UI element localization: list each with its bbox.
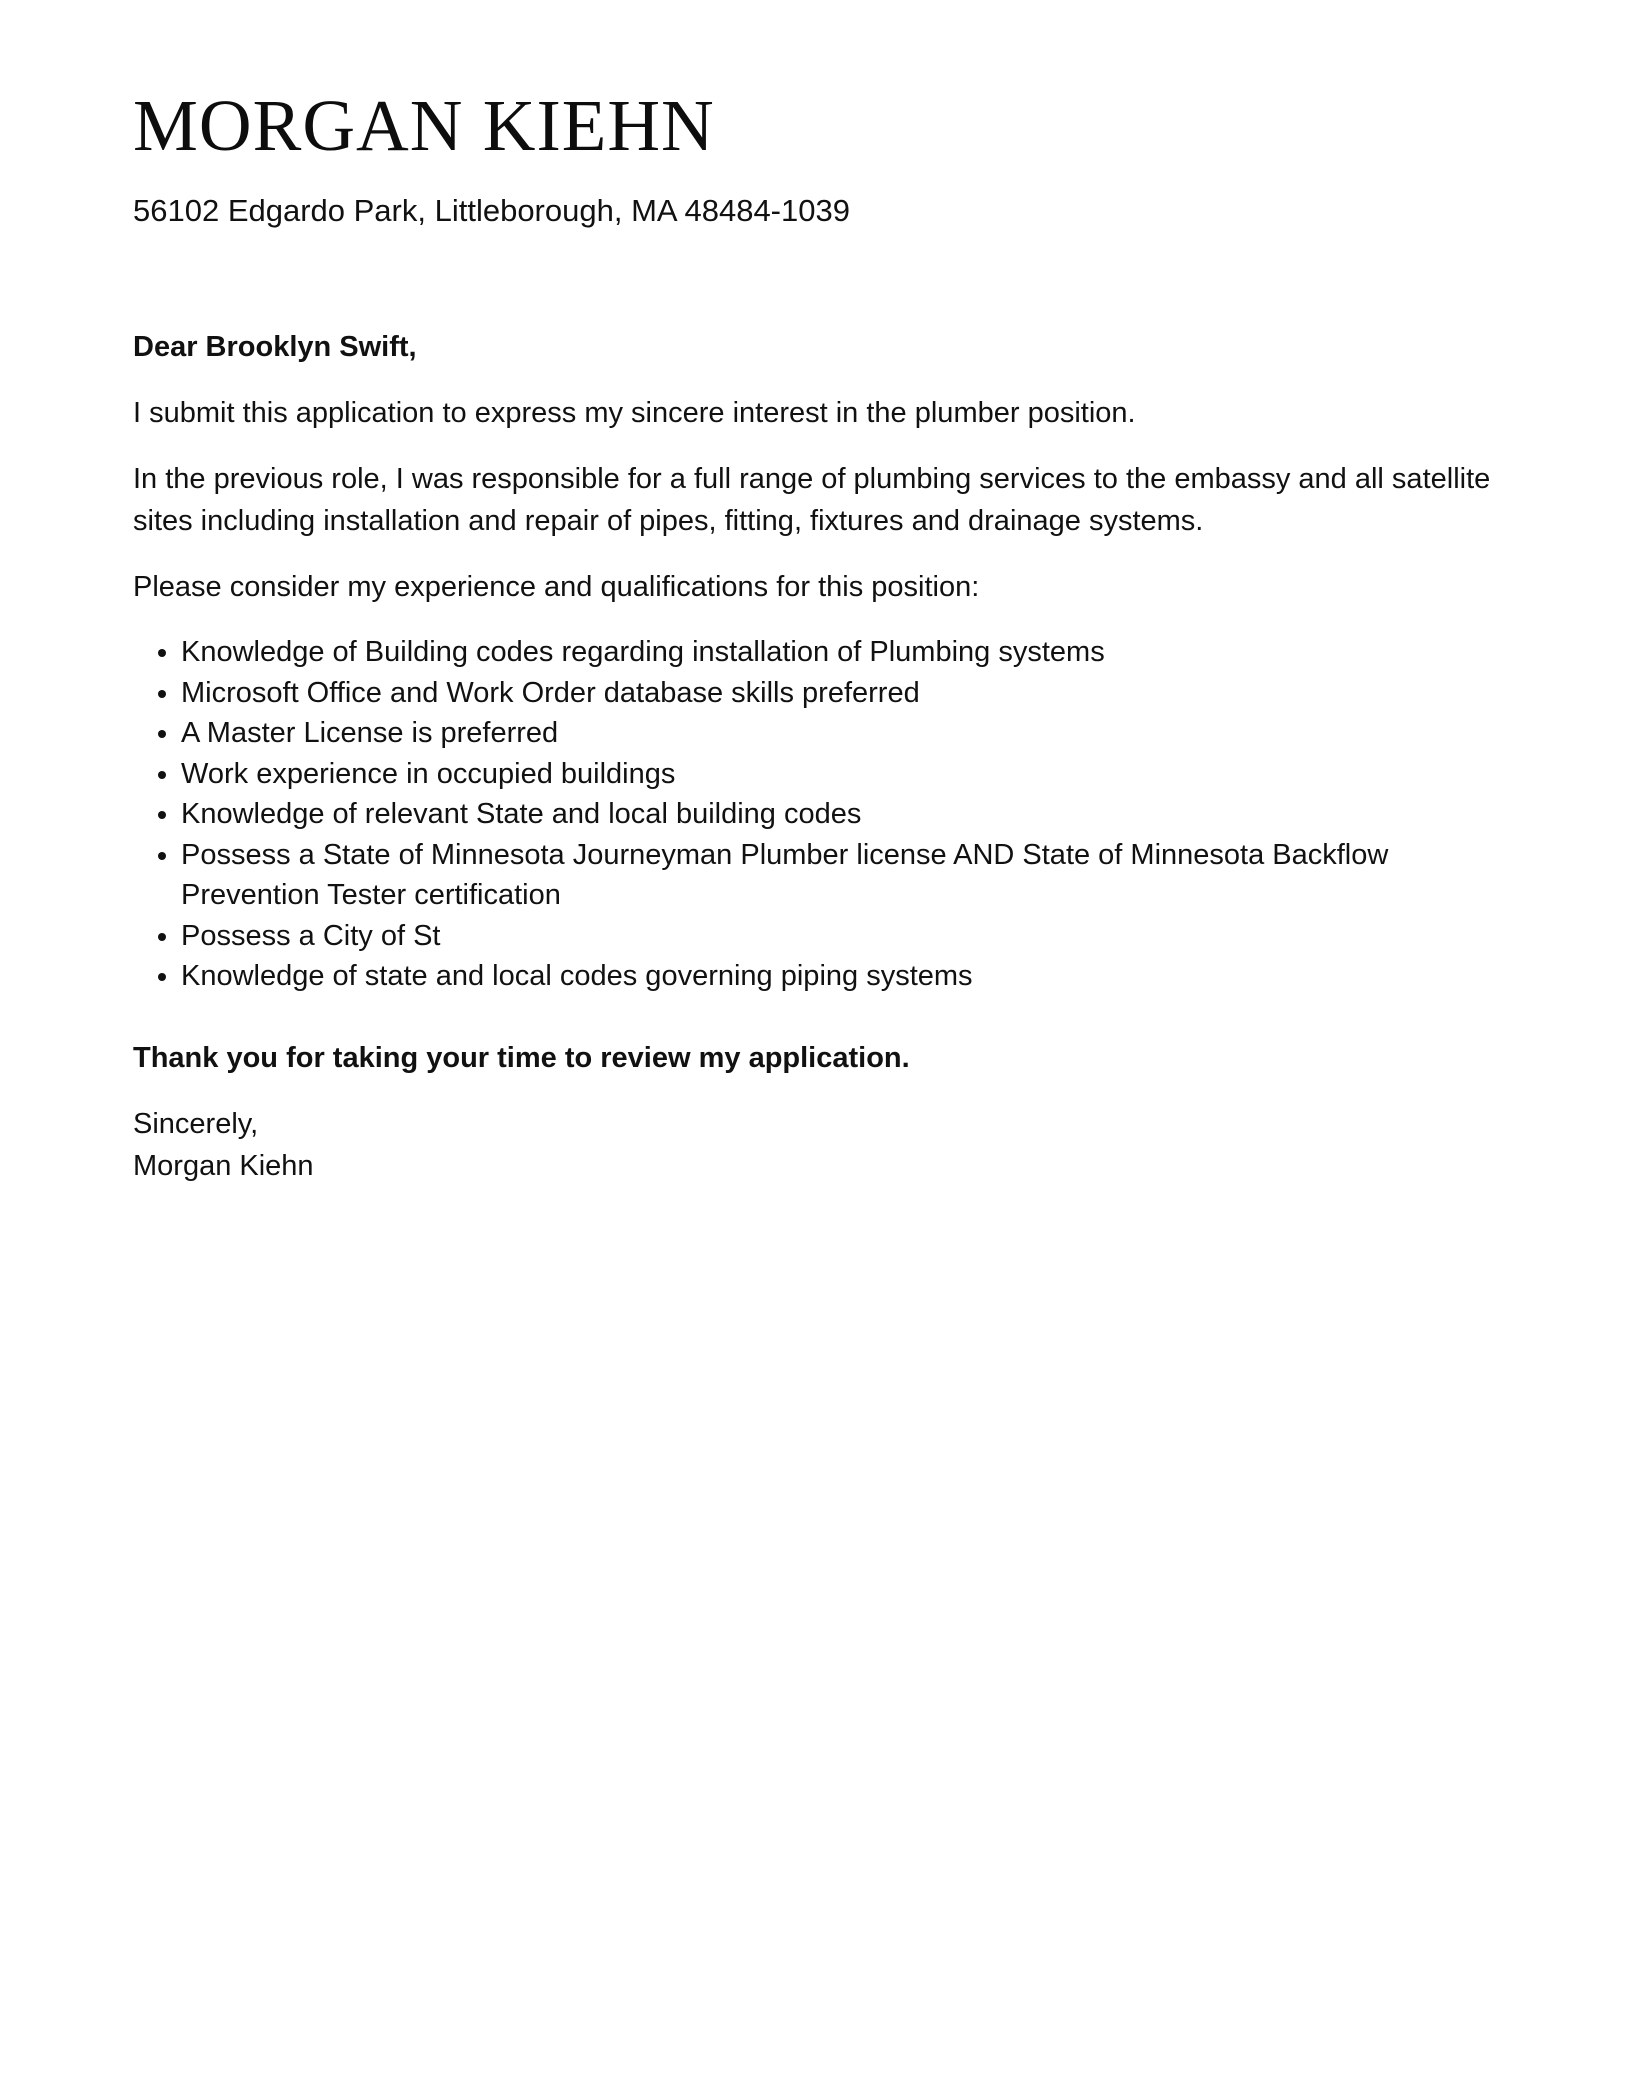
signature-name: Morgan Kiehn — [133, 1149, 314, 1182]
applicant-address: 56102 Edgardo Park, Littleborough, MA 48484-1039 — [133, 193, 850, 228]
qualifications-list — [133, 632, 1503, 997]
signoff-block — [133, 1103, 1503, 1187]
qualifications-intro: Please consider my experience and qualifications for this position: — [133, 571, 980, 603]
closing-line: Thank you for taking your time to review my application. — [133, 1041, 910, 1074]
list-item: • Work experience in occupied buildings — [181, 754, 1503, 795]
list-item: • Knowledge of state and local codes governing piping systems — [181, 956, 1503, 997]
list-item: • Knowledge of relevant State and local building codes — [181, 794, 1503, 835]
letter-body — [133, 326, 1503, 1211]
experience-paragraph: In the previous role, I was responsible for a full range of plumbing services to the embassy and all satellite sites including installation and repair of pipes, fitting, fixtures and drainage systems. — [133, 463, 1491, 537]
list-item: • Knowledge of Building codes regarding installation of Plumbing systems — [181, 632, 1503, 673]
intro-paragraph: I submit this application to express my sincere interest in the plumber position. — [133, 397, 1136, 429]
list-item: • Possess a City of St — [181, 916, 1503, 957]
list-item: • Microsoft Office and Work Order database skills preferred — [181, 673, 1503, 714]
list-item: • Possess a State of Minnesota Journeyman Plumber license AND State of Minnesota Backflow Prevention Tester certification — [181, 835, 1503, 916]
signoff: Sincerely, — [133, 1107, 259, 1140]
list-item: • A Master License is preferred — [181, 713, 1503, 754]
applicant-name: MORGAN KIEHN — [133, 85, 715, 166]
salutation: Dear Brooklyn Swift, — [133, 331, 417, 363]
